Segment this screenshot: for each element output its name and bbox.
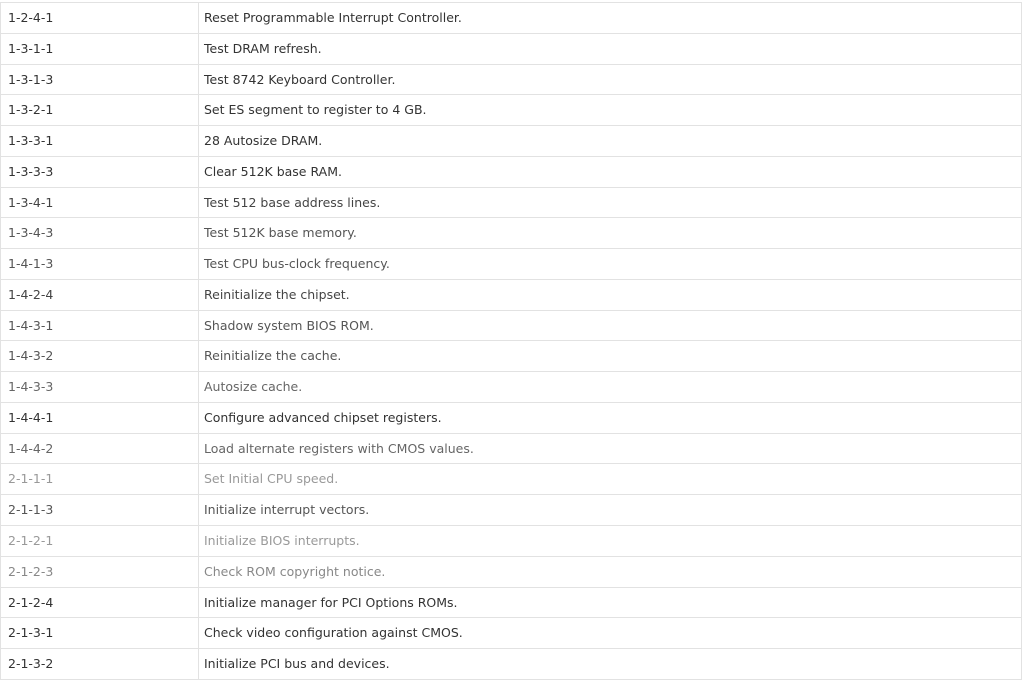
- table-row: [1, 311, 1022, 342]
- beep-code-cell: 2-1-2-1: [1, 526, 199, 556]
- beep-code-cell: 1-3-4-3: [1, 218, 199, 248]
- table-row: [1, 618, 1022, 649]
- beep-code-cell: 2-1-1-1: [1, 464, 199, 494]
- description-cell: Test 512K base memory.: [199, 218, 1022, 248]
- beep-code-cell: 2-1-3-1: [1, 618, 199, 648]
- table-row: [1, 341, 1022, 372]
- description-cell: Set Initial CPU speed.: [199, 464, 1022, 494]
- table-row: [1, 280, 1022, 311]
- beep-code-cell: 2-1-3-2: [1, 649, 199, 679]
- table-row: [1, 218, 1022, 249]
- table-row: [1, 588, 1022, 619]
- beep-code-cell: 1-3-3-3: [1, 157, 199, 187]
- beep-code-cell: 1-3-2-1: [1, 95, 199, 125]
- description-cell: Autosize cache.: [199, 372, 1022, 402]
- description-cell: Load alternate registers with CMOS values.: [199, 434, 1022, 464]
- table-row: [1, 249, 1022, 280]
- beep-code-cell: 1-4-4-2: [1, 434, 199, 464]
- beep-code-table: [0, 2, 1022, 680]
- description-cell: Initialize manager for PCI Options ROMs.: [199, 588, 1022, 618]
- beep-code-cell: 1-4-1-3: [1, 249, 199, 279]
- description-cell: Check ROM copyright notice.: [199, 557, 1022, 587]
- table-row: [1, 403, 1022, 434]
- description-cell: Check video configuration against CMOS.: [199, 618, 1022, 648]
- table-row: [1, 3, 1022, 34]
- table-row: [1, 495, 1022, 526]
- beep-code-cell: 1-2-4-1: [1, 3, 199, 33]
- description-cell: Test CPU bus-clock frequency.: [199, 249, 1022, 279]
- description-cell: 28 Autosize DRAM.: [199, 126, 1022, 156]
- beep-code-cell: 1-3-4-1: [1, 188, 199, 218]
- beep-code-cell: 1-3-1-3: [1, 65, 199, 95]
- beep-code-cell: 2-1-2-3: [1, 557, 199, 587]
- table-row: [1, 526, 1022, 557]
- beep-code-cell: 1-4-3-3: [1, 372, 199, 402]
- description-cell: Reset Programmable Interrupt Controller.: [199, 3, 1022, 33]
- table-row: [1, 372, 1022, 403]
- table-row: [1, 434, 1022, 465]
- beep-code-cell: 1-3-3-1: [1, 126, 199, 156]
- table-row: [1, 65, 1022, 96]
- description-cell: Set ES segment to register to 4 GB.: [199, 95, 1022, 125]
- table-row: [1, 464, 1022, 495]
- beep-code-cell: 1-4-4-1: [1, 403, 199, 433]
- table-row: [1, 649, 1022, 680]
- beep-code-cell: 1-4-3-1: [1, 311, 199, 341]
- table-row: [1, 34, 1022, 65]
- table-row: [1, 95, 1022, 126]
- table-row: [1, 557, 1022, 588]
- description-cell: Test 512 base address lines.: [199, 188, 1022, 218]
- description-cell: Test 8742 Keyboard Controller.: [199, 65, 1022, 95]
- description-cell: Initialize BIOS interrupts.: [199, 526, 1022, 556]
- description-cell: Initialize interrupt vectors.: [199, 495, 1022, 525]
- description-cell: Shadow system BIOS ROM.: [199, 311, 1022, 341]
- description-cell: Initialize PCI bus and devices.: [199, 649, 1022, 679]
- beep-code-cell: 2-1-1-3: [1, 495, 199, 525]
- description-cell: Clear 512K base RAM.: [199, 157, 1022, 187]
- table-row: [1, 188, 1022, 219]
- description-cell: Test DRAM refresh.: [199, 34, 1022, 64]
- table-row: [1, 126, 1022, 157]
- table-row: [1, 157, 1022, 188]
- description-cell: Reinitialize the cache.: [199, 341, 1022, 371]
- description-cell: Configure advanced chipset registers.: [199, 403, 1022, 433]
- description-cell: Reinitialize the chipset.: [199, 280, 1022, 310]
- beep-code-cell: 2-1-2-4: [1, 588, 199, 618]
- beep-code-cell: 1-4-3-2: [1, 341, 199, 371]
- beep-code-cell: 1-3-1-1: [1, 34, 199, 64]
- beep-code-cell: 1-4-2-4: [1, 280, 199, 310]
